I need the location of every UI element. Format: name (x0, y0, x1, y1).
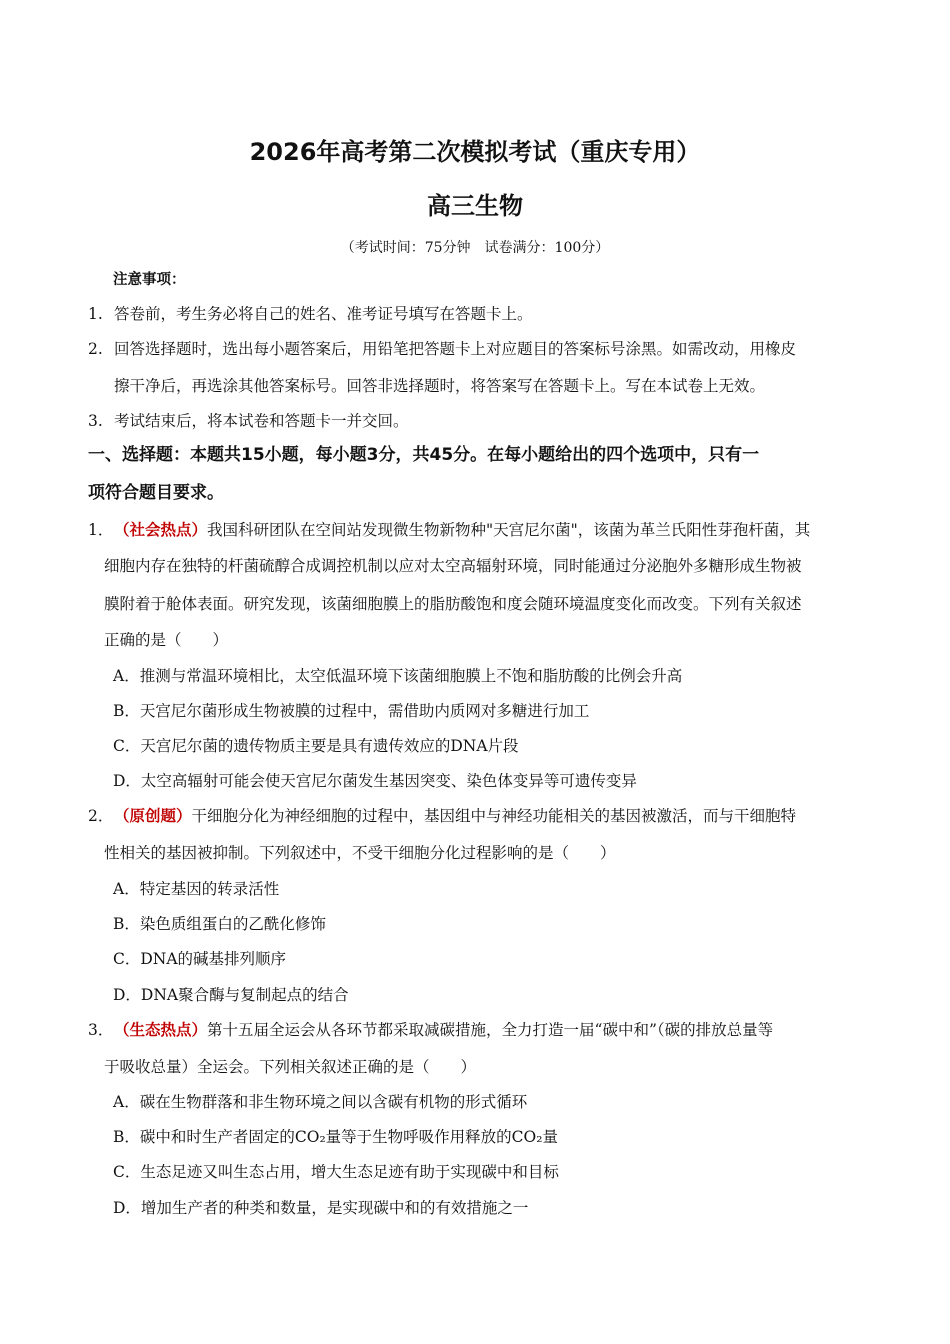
notice-item-1 (88, 304, 533, 324)
exam-info: （考试时间：75分钟 试卷满分：100分） (340, 240, 610, 256)
notice-item-text: 考试结束后，将本试卷和答题卡一并交回。 (114, 412, 409, 430)
question-tag: （社会热点） (114, 520, 208, 539)
question-1-option-b: B．天宫尼尔菌形成生物被膜的过程中，需借助内质网对多糖进行加工 (113, 702, 590, 720)
question-text: 第十五届全运会从各环节都采取减碳措施，全力打造一届“碳中和”（碳的排放总量等 (207, 1021, 774, 1039)
notice-item-2-continued: 擦干净后，再选涂其他答案标号。回答非选择题时，将答案写在答题卡上。写在本试卷上无效。 (114, 377, 766, 395)
section-heading: 一、选择题：本题共15小题，每小题3分，共45分。在每小题给出的四个选项中，只有一 (88, 445, 760, 465)
question-text: 干细胞分化为神经细胞的过程中，基因组中与神经功能相关的基因被激活，而与干细胞特 (191, 807, 797, 825)
question-number: 3． (88, 1021, 114, 1039)
question-number: 1． (88, 521, 114, 539)
question-3-option-b: B．碳中和时生产者固定的CO₂量等于生物呼吸作用释放的CO₂量 (113, 1128, 558, 1146)
question-1-option-a: A．推测与常温环境相比，太空低温环境下该菌细胞膜上不饱和脂肪酸的比例会升高 (113, 667, 683, 685)
question-number: 2． (88, 807, 114, 825)
question-2-stem (88, 806, 796, 826)
exam-title: 2026年高考第二次模拟考试（重庆专用） (249, 138, 701, 166)
question-1-stem (88, 520, 810, 540)
notice-item-text: 答卷前，考生务必将自己的姓名、准考证号填写在答题卡上。 (114, 305, 533, 323)
question-1-option-c: C．天宫尼尔菌的遗传物质主要是具有遗传效应的DNA片段 (113, 737, 519, 755)
notice-item-number: 1. (88, 305, 103, 323)
question-3-option-d: D．增加生产者的种类和数量，是实现碳中和的有效措施之一 (113, 1199, 529, 1217)
question-3-text-line: 于吸收总量）全运会。下列相关叙述正确的是（ ） (104, 1058, 477, 1076)
exam-subject: 高三生物 (427, 192, 523, 220)
question-1-option-d: D．太空高辐射可能会使天宫尼尔菌发生基因突变、染色体变异等可遗传变异 (113, 772, 637, 790)
question-2-option-b: B．染色质组蛋白的乙酰化修饰 (113, 915, 326, 933)
question-2-option-d: D．DNA聚合酶与复制起点的结合 (113, 986, 349, 1004)
question-2-option-a: A．特定基因的转录活性 (113, 880, 280, 898)
notice-item-3 (88, 411, 409, 431)
notice-item-number: 2. (88, 340, 103, 358)
notice-item-number: 3. (88, 412, 103, 430)
section-heading-continued: 项符合题目要求。 (88, 483, 224, 503)
notice-item-2 (88, 339, 796, 359)
question-3-option-c: C．生态足迹又叫生态占用，增大生态足迹有助于实现碳中和目标 (113, 1163, 559, 1181)
question-tag: （原创题） (114, 806, 192, 825)
question-2-text-line: 性相关的基因被抑制。下列叙述中，不受干细胞分化过程影响的是（ ） (104, 844, 616, 862)
question-text: 我国科研团队在空间站发现微生物新物种"天宫尼尔菌"，该菌为革兰氏阳性芽孢杆菌，其 (207, 521, 811, 539)
question-1-text-line: 正确的是（ ） (104, 631, 229, 649)
question-3-option-a: A．碳在生物群落和非生物环境之间以含碳有机物的形式循环 (113, 1093, 528, 1111)
question-1-text-line: 细胞内存在独特的杆菌硫醇合成调控机制以应对太空高辐射环境，同时能通过分泌胞外多糖形成生物被 (104, 557, 802, 575)
notice-item-text: 回答选择题时，选出每小题答案后，用铅笔把答题卡上对应题目的答案标号涂黑。如需改动，用橡皮 (114, 340, 797, 358)
question-tag: （生态热点） (114, 1020, 208, 1039)
notice-heading: 注意事项： (113, 271, 186, 288)
question-1-text-line: 膜附着于舱体表面。研究发现，该菌细胞膜上的脂肪酸饱和度会随环境温度变化而改变。下列有关叙述 (104, 595, 802, 613)
question-3-stem (88, 1020, 773, 1040)
question-2-option-c: C．DNA的碱基排列顺序 (113, 950, 287, 968)
